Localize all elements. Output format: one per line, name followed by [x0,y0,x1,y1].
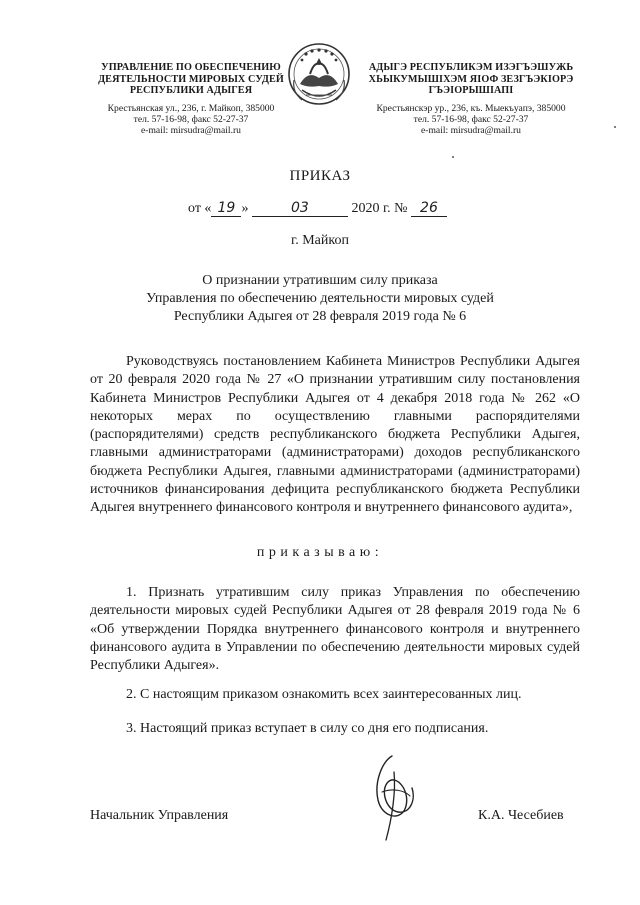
header-left [66,62,316,136]
org-name-line: ГЪЭІОРЫШІАПІ [428,85,514,96]
subject-line: Республики Адыгея от 28 февраля 2019 года № 6 [173,309,467,324]
scan-speck [452,156,454,158]
subject-line: О признании утратившим силу приказа [202,273,438,288]
number-label: № [394,201,408,216]
address-line: Крестьянскэр ур., 236, къ. Мыекъуапэ, 385000 [376,102,566,114]
handwritten-signature [352,752,432,844]
order-word: приказываю: [256,545,384,560]
signatory-position: Начальник Управления [90,808,229,823]
date-year: 2020 г. [351,201,391,216]
org-address-ru [66,103,316,137]
date-prefix: от « [188,201,212,216]
address-line: Крестьянская ул., 236, г. Майкоп, 385000 [107,102,275,114]
date-number-line [188,200,508,217]
document-number-field: 26 [411,200,447,217]
email-line: e-mail: mirsudra@mail.ru [421,124,521,136]
org-name-adyghe [346,62,596,97]
email-line: e-mail: mirsudra@mail.ru [141,124,241,136]
scan-speck [614,126,616,128]
org-name-ru [66,62,316,97]
preamble-paragraph: Руководствуясь постановлением Кабинета Министров Республики Адыгея от 20 февраля 2020 года № 27 «О признании утратившим силу постановления Кабинета Министров Республики Адыгея от 4 декабря 2018 года № 262 «О некоторых мерах по осуществлению главными распорядителями (распорядителями) средств республиканского бюджета Республики Адыгея, главными администраторами (администраторами) доходов республиканского бюджета Республики Адыгея, главными администраторами (администраторами) источников финансирования дефицита республиканского бюджета Республики Адыгея внутреннего финансового контроля и внутреннего финансового аудита», [90,354,580,516]
phone-line: тел. 57-16-98, факс 52-27-37 [133,113,249,125]
date-month-field: 03 [252,200,348,217]
header-right [346,62,596,136]
signatory-name: К.А. Чесебиев [478,808,564,823]
org-name-line: РЕСПУБЛИКИ АДЫГЕЯ [129,85,253,96]
date-mid: » [241,201,249,216]
subject-line: Управления по обеспечению деятельности мировых судей [146,291,494,306]
org-name-line: ДЕЯТЕЛЬНОСТИ МИРОВЫХ СУДЕЙ [98,73,284,85]
org-name-line: ХЬЫКУМЫШІХЭМ ЯІОФ ЗЕЗГЪЭКІОРЭ [368,73,574,85]
document-title: ПРИКАЗ [289,168,351,184]
order-item-3: 3. Настоящий приказ вступает в силу со дня его подписания. [126,721,489,736]
city: г. Майкоп [291,233,349,248]
order-item-1: 1. Признать утратившим силу приказ Управления по обеспечению деятельности мировых судей Республики Адыгея от 28 февраля 2019 года № 6 «Об утверждении Порядка внутреннего финансового контроля и внутреннего финансового аудита в Управлении по обеспечению деятельности мировых судей Республики Адыгея». [90,585,580,674]
document-subject [100,272,540,326]
org-address-adyghe [346,103,596,137]
org-name-line: АДЫГЭ РЕСПУБЛИКЭМ ИЗЭГЪЭШУЖЬ [368,62,574,73]
org-name-line: УПРАВЛЕНИЕ ПО ОБЕСПЕЧЕНИЮ [101,62,281,73]
republic-coat-of-arms-icon [286,40,352,110]
phone-line: тел. 57-16-98, факс 52-27-37 [413,113,529,125]
order-item-2: 2. С настоящим приказом ознакомить всех заинтересованных лиц. [126,687,522,702]
date-day-field: 19 [211,200,241,217]
